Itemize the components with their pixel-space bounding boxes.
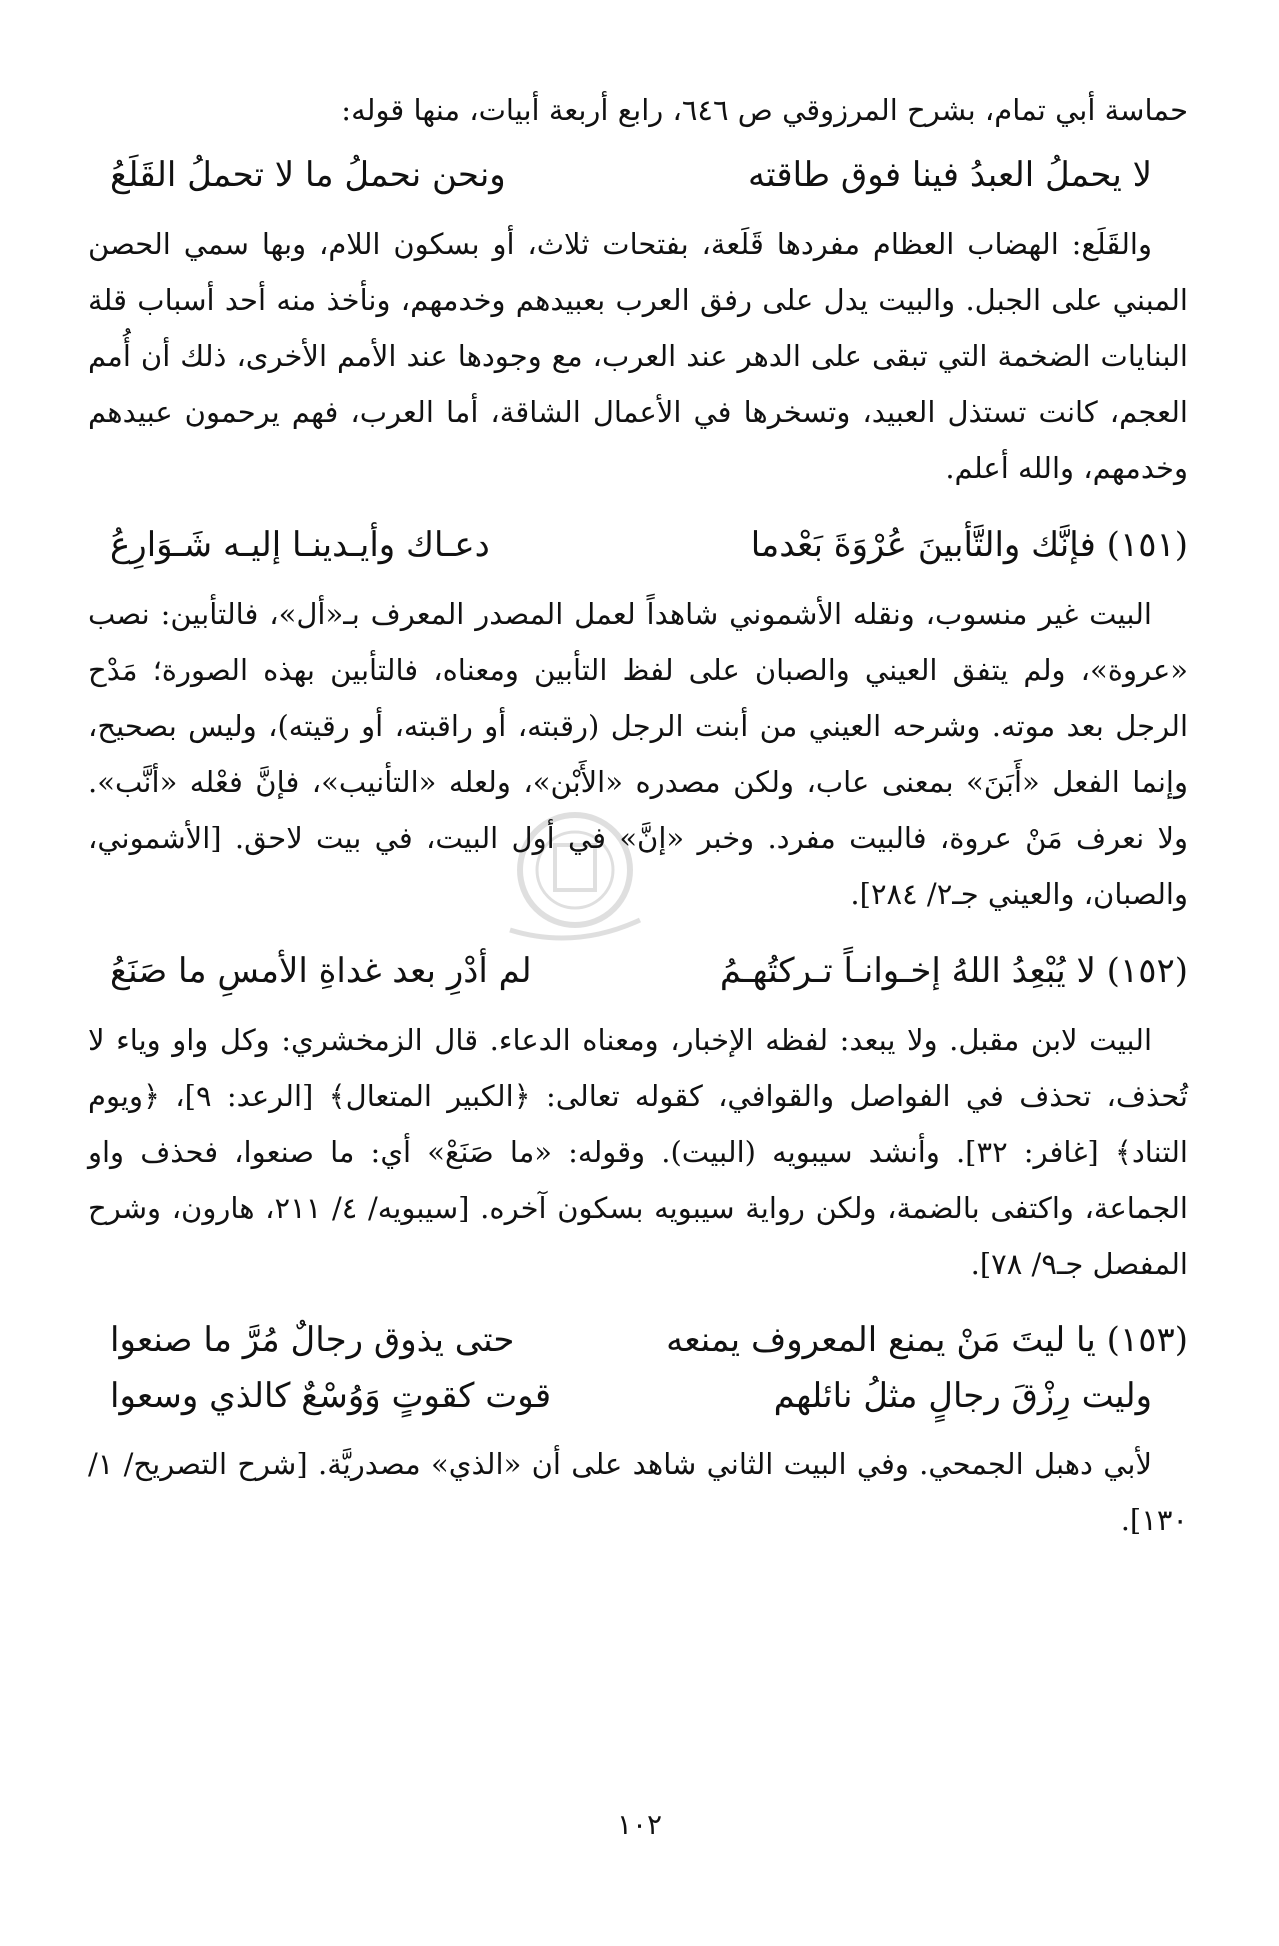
- verse-block: [88, 1312, 1188, 1548]
- verse-line: [88, 146, 1188, 204]
- verse-line: [88, 942, 1188, 1000]
- verse-commentary: البيت لابن مقبل. ولا يبعد: لفظه الإخبار، ومعناه الدعاء. قال الزمخشري: وكل واو وياء لا تُحذف، تحذف في الفواصل والقوافي، كقوله تعالى: ﴿الكبير المتعال﴾ [الرعد: ٩]، ﴿ويوم التناد﴾ [غافر: ٣٢]. وأنشد سيبويه (البيت). وقوله: «ما صَنَعْ» أي: ما صنعوا، فحذف واو الجماعة، واكتفى بالضمة، ولكن رواية سيبويه بسكون آخره. [سيبويه/ ٤/ ٢١١، هارون، وشرح المفصل جـ٩/ ٧٨].: [88, 1023, 1188, 1281]
- verse-first-hemistich: [720, 942, 1188, 1000]
- verse-first-text: فإنَّك والتَّأبينَ عُرْوَةَ بَعْدما: [750, 525, 1096, 565]
- page-number: ١٠٢: [616, 1808, 663, 1841]
- page-body: [88, 84, 1188, 1568]
- verse-line: [88, 516, 1188, 574]
- verse-first-text: لا يُبْعِدُ اللهُ إخـوانـاً تـركتُهـمُ: [719, 951, 1096, 991]
- verse-number: (١٥٢): [1106, 951, 1188, 991]
- verse-number: (١٥١): [1106, 525, 1188, 565]
- verse-line: [88, 1312, 1188, 1368]
- verse-second-hemistich: ونحن نحملُ ما لا تحملُ القَلَعُ: [110, 155, 506, 195]
- verse-second-hemistich: دعـاك وأيـدينـا إليـه شَـوَارِعُ: [110, 525, 490, 565]
- verse-line-2: [88, 1368, 1188, 1424]
- verse-second-hemistich: حتى يذوق رجالٌ مُرَّ ما صنعوا: [110, 1320, 515, 1360]
- verse-number: (١٥٣): [1106, 1320, 1188, 1360]
- verse-block: [88, 942, 1188, 1292]
- intro-line: حماسة أبي تمام، بشرح المرزوقي ص ٦٤٦، رابع أربعة أبيات، منها قوله:: [341, 93, 1188, 127]
- verse-second-hemistich: لم أدْرِ بعد غداةِ الأمسِ ما صَنَعُ: [110, 951, 532, 991]
- verse-first-hemistich: [751, 516, 1188, 574]
- verse-commentary: لأبي دهبل الجمحي. وفي البيت الثاني شاهد على أن «الذي» مصدريَّة. [شرح التصريح/ ١/ ١٣٠].: [88, 1447, 1188, 1537]
- verse-commentary: البيت غير منسوب، ونقله الأشموني شاهداً لعمل المصدر المعرف بـ«أل»، فالتأبين: نصب «عروة»، ولم يتفق العيني والصبان على لفظ التأبين ومعناه، فالتأبين بهذه الصورة؛ مَدْح الرجل بعد موته. وشرحه العيني من أبنت الرجل (رقبته، أو راقبته، أو رقيته)، وليس بصحيح، وإنما الفعل «أَبَنَ» بمعنى عاب، ولكن مصدره «الأَبْن»، ولعله «التأنيب»، فإنَّ فعْله «أنَّب». ولا نعرف مَنْ عروة، فالبيت مفرد. وخبر «إنَّ» في أول البيت، في بيت لاحق. [الأشموني، والصبان، والعيني جـ٢/ ٢٨٤].: [88, 597, 1188, 911]
- verse-first-hemistich: لا يحملُ العبدُ فينا فوق طاقته: [747, 155, 1152, 195]
- verse-commentary: والقَلَع: الهضاب العظام مفردها قَلَعة، بفتحات ثلاث، أو بسكون اللام، وبها سمي الحصن المبني على الجبل. والبيت يدل على رفق العرب بعبيدهم وخدمهم، ونأخذ منه أحد أسباب قلة البنايات الضخمة التي تبقى على الدهر عند العرب، مع وجودها عند الأمم الأخرى، ذلك أن أُمم العجم، كانت تستذل العبيد، وتسخرها في الأعمال الشاقة، أما العرب، فهم يرحمون عبيدهم وخدمهم، والله أعلم.: [88, 227, 1188, 485]
- verse-block: [88, 146, 1188, 496]
- verse-first-text: يا ليتَ مَنْ يمنع المعروف يمنعه: [666, 1320, 1096, 1360]
- verse-block: [88, 516, 1188, 922]
- verse-first-hemistich: [666, 1312, 1188, 1368]
- verse-first-hemistich: وليت رِزْقَ رجالٍ مثلُ نائلهم: [773, 1376, 1152, 1416]
- verse-second-hemistich: قوت كقوتٍ وَوُسْعٌ كالذي وسعوا: [110, 1376, 552, 1416]
